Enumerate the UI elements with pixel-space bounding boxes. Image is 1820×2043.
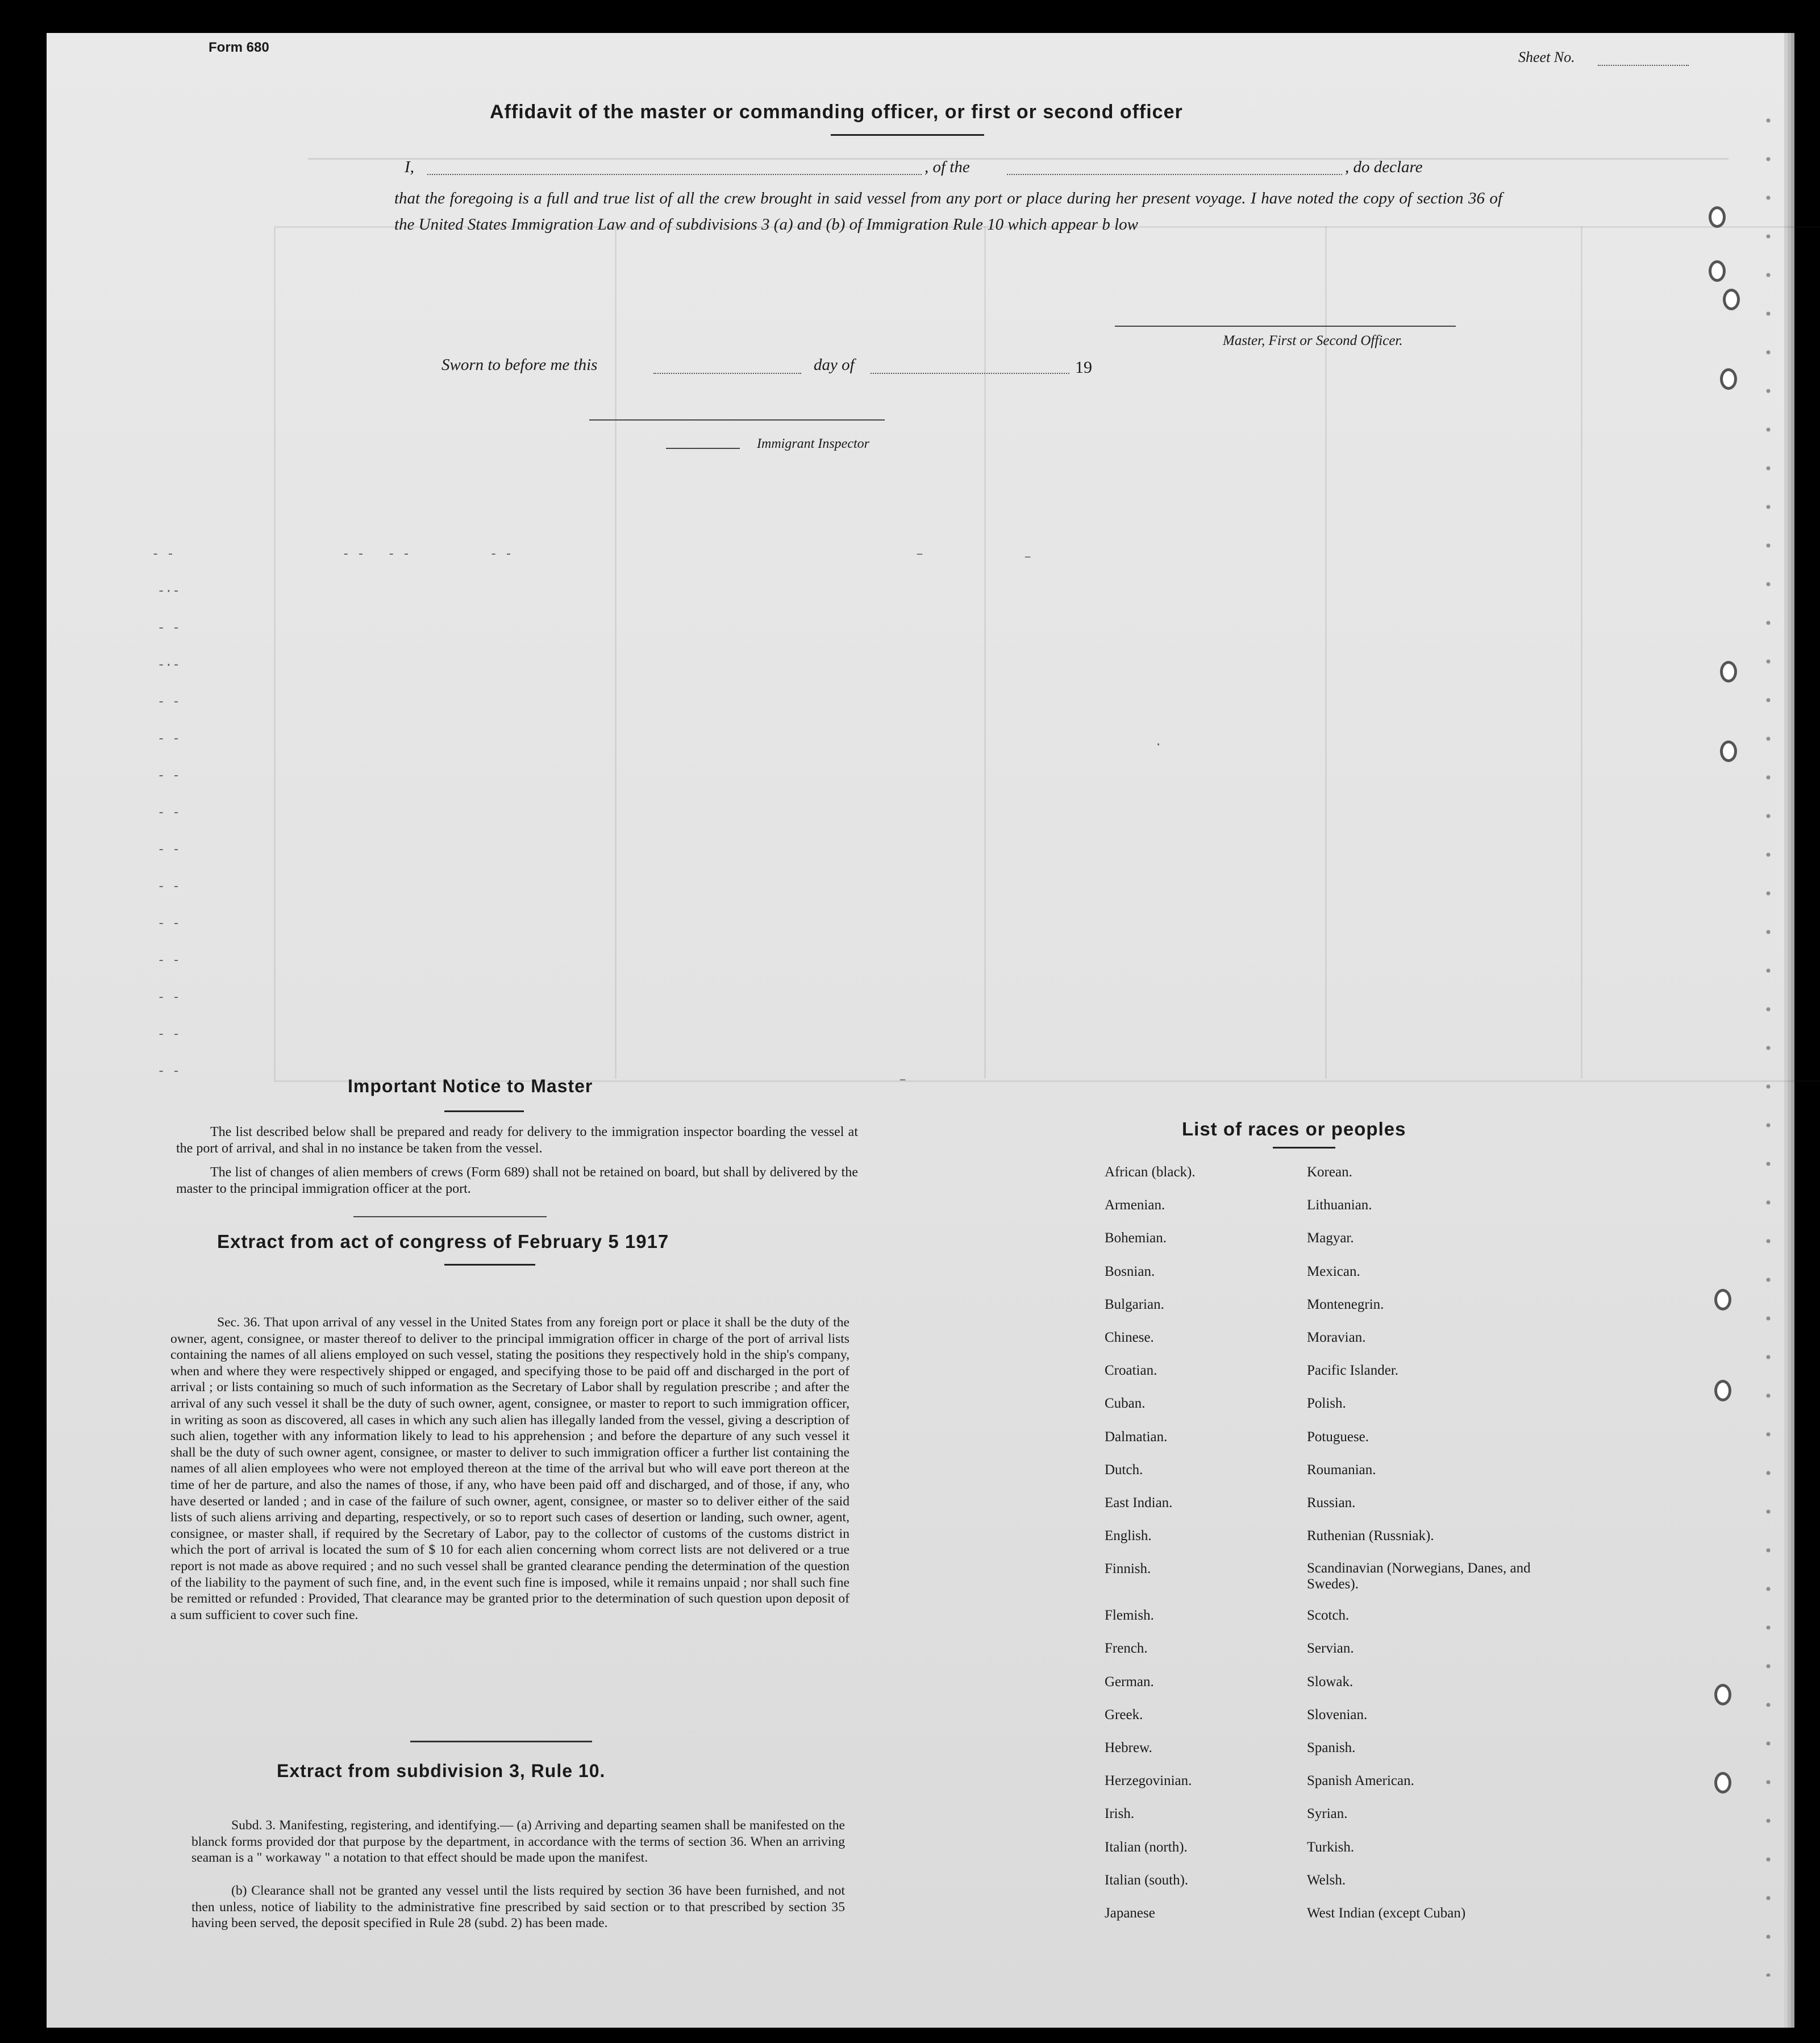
- race-item: Dutch.: [1105, 1462, 1143, 1478]
- race-item: Chinese.: [1105, 1329, 1154, 1345]
- race-item: Polish.: [1307, 1396, 1346, 1412]
- race-item: Finnish.: [1105, 1561, 1151, 1577]
- race-item: Herzegovinian.: [1105, 1773, 1192, 1789]
- race-item: Armenian.: [1105, 1197, 1165, 1213]
- master-name-field[interactable]: [427, 174, 922, 175]
- race-item: Slowak.: [1307, 1674, 1353, 1690]
- race-item: Bohemian.: [1105, 1230, 1167, 1246]
- master-signature-field[interactable]: [1115, 326, 1456, 327]
- races-list-right: [1307, 1164, 1546, 1938]
- binder-hole-icon: [1723, 289, 1740, 310]
- race-item: German.: [1105, 1674, 1154, 1690]
- race-item: Greek.: [1105, 1707, 1143, 1722]
- sheet-number-label: Sheet No.: [1518, 49, 1575, 65]
- sworn-day-field[interactable]: [653, 373, 801, 374]
- race-item: Lithuanian.: [1307, 1197, 1372, 1213]
- race-item: Roumanian.: [1307, 1462, 1376, 1478]
- binder-hole-icon: [1720, 368, 1737, 390]
- race-item: Scandinavian (Norwegians, Danes, and Swedes).: [1307, 1561, 1531, 1592]
- inspector-label: Immigrant Inspector: [757, 436, 869, 451]
- race-item: Hebrew.: [1105, 1740, 1152, 1755]
- do-declare-label: , do declare: [1345, 158, 1423, 176]
- notice-paragraph-2: The list of changes of alien members of crews (Form 689) shall not be retained on board, but shall by delivered by the master to the principal immigration officer at the port.: [176, 1165, 858, 1196]
- sheet-number-field[interactable]: [1598, 65, 1689, 66]
- race-item: Japanese: [1105, 1905, 1155, 1921]
- sworn-label: Sworn to before me this: [442, 356, 598, 374]
- race-item: English.: [1105, 1528, 1152, 1544]
- affidavit-body: that the foregoing is a full and true list of all the crew brought in said vessel from any port or place during her present voyage. I have noted the copy of section 36 of the United States Immigration Law and of subdivisions 3 (a) and (b) of Immigration Rule 10 which appear b low: [394, 189, 1502, 234]
- race-item: Spanish.: [1307, 1740, 1356, 1755]
- extract-act-title: Extract from act of congress of February 5 1917: [217, 1231, 669, 1252]
- extract-rule-title: Extract from subdivision 3, Rule 10.: [277, 1761, 606, 1781]
- race-item: Pacific Islander.: [1307, 1363, 1399, 1379]
- race-item: Slovenian.: [1307, 1707, 1368, 1722]
- race-item: Mexican.: [1307, 1263, 1360, 1279]
- race-item: Magyar.: [1307, 1230, 1354, 1246]
- notice-divider: [353, 1216, 547, 1217]
- master-signature-label: Master, First or Second Officer.: [1223, 333, 1403, 348]
- race-item: East Indian.: [1105, 1495, 1173, 1511]
- race-item: Dalmatian.: [1105, 1429, 1168, 1445]
- race-item: Welsh.: [1307, 1872, 1346, 1888]
- affidavit-title-rule: [831, 134, 984, 136]
- subdivision-3-paragraph-a: Subd. 3. Manifesting, registering, and identifying.— (a) Arriving and departing seamen shall be manifested on the blanck forms provided dor that purpose by the department, in accordance with the terms of section 36. When an arriving seaman is a " workaway " a notation to that effect should be made upon the manifest.: [191, 1818, 845, 1866]
- year-prefix: 19: [1075, 358, 1092, 377]
- binder-hole-icon: [1714, 1772, 1731, 1794]
- race-item: French.: [1105, 1641, 1148, 1657]
- notice-title-rule: [444, 1110, 524, 1112]
- binder-hole-icon: [1709, 206, 1726, 228]
- race-item: Servian.: [1307, 1641, 1354, 1657]
- race-item: Italian (north).: [1105, 1839, 1188, 1855]
- race-item: West Indian (except Cuban): [1307, 1905, 1466, 1921]
- document-sheet: Form 680 Sheet No. Affidavit of the master or commanding officer, or first or second officer I, , of the , do declare that the foregoing is a full and true list of all the crew brought in said vessel from any port or place during her present voyage. I have noted the copy of section 36 of the United States Immigration Law and of subdivisions 3 (a) and (b) of Immigration Rule 10 which appear b low Master, First or Second Officer. Sworn to before me this day of 19 Immigrant Inspector - - - - - - - - – – -·- - - -·- - - - - - - - - - - - - - - - - - - - - - - – · Important Notice to Master The list described below shall be prepared and ready for delivery to the immigration inspector boarding the vessel at the port of arrival, and shal in no instance be taken from the vessel. The list of changes of alien members of crews (Form 689) shall not be retained on board, but shall by delivered by the master to the principal immigration officer at the port. Extract from act of congress of February 5 1917 Sec. 36. That upon arrival of any vessel in the United States from any foreign port or place it shall be the duty of the owner, agent, consignee, or master thereof to deliver to the principal immigration officer in charge of the port of arrival lists containing the names of all aliens employed on such vessel, stating the positions they respectively hold in the ship's company, when and where they were respectively shipped or engaged, and specifying those to be paid off and discharged in the port of arrival ; or lists containing so much of such information as the Secretary of Labor shall by regulation prescribe ; and after the arrival of any such vessel it shall be the duty of such owner, agent, consignee, or master to report to such immigration officer, in writing as soon as discovered, all cases in which any such alien has illegally landed from the vessel, giving a description of such alien, together with any information likely to lead to his apprehension ; and before the departure of any such vessel it shall be the duty of such owner agent, consignee, or master to deliver to such immigration officer a further list containing the names of all alien employees who were not employed thereon at the time of the arrival but who will eave port thereon at the time of her de parture, and also the names of those, if any, who have been paid off and discharged, and of those, if any, who have deserted or landed ; and in case of the failure of such owner, agent, consignee, or master so to deliver either of the said lists of such aliens arriving and departing, respectively, or so to report such cases of desertion or landing, such owner, agent, consignee, or master shall, if required by the Secretary of Labor, pay to the collector of customs of the customs district in which the port of arrival is located the sum of $ 10 for each alien concerning whom correct lists are not delivered or a true report is not made as above required ; and no such vessel shall be granted clearance pending the determination of the question of the liability to the payment of such fine, and, in the event such fine is imposed, while it remains unpaid ; nor shall such fine be remitted or refunded : Provided, That clearance may be granted prior to the determination of such question upon deposit of a sum sufficient to cover such fine. Extract from subdivision 3, Rule 10. Subd. 3. Manifesting, registering, and identifying.— (a) Arriving and departing seamen shall be manifested on the blanck forms provided dor that purpose by the department, in accordance with the terms of section 36. When an arriving seaman is a " workaway " a notation to that effect should be made upon the manifest. (b) Clearance shall not be granted any vessel until the lists required by section 36 have been furnished, and not then unless, notice of liability to the administrative fine prescribed by said section or to that prescribed by section 35 having been served, the deposit specified in Rule 28 (subd. 2) has been made. List of races or peoples African (black). Armenian. Bohemian. Bosnian. Bulgarian. Chinese. Croatian. Cuban. Dalmatian. Dutch. East Indian. English. Finnish. Flemish. French. German. Greek. Hebrew. Herzegovinian. Irish. Italian (north). Italian (south). Japanese Korean. Lithuanian. Magyar. Mexican. Montenegrin. Moravian. Pacific Islander. Polish. Potuguese. Roumanian. Russian. Ruthenian (Russniak). Scandinavian (Norwegians, Danes, and Swedes). Scotch. Servian. Slowak. Slovenian. Spanish. Spanish American. Syrian. Turkish. Welsh. West Indian (except Cuban): [47, 33, 1784, 2028]
- race-item: African (black).: [1105, 1164, 1196, 1180]
- sworn-month-field[interactable]: [871, 373, 1069, 374]
- race-item: Syrian.: [1307, 1806, 1348, 1822]
- bleed-through-texture: [274, 124, 1751, 1090]
- race-item: Moravian.: [1307, 1329, 1366, 1345]
- form-number: Form 680: [209, 40, 269, 55]
- section-36-text: Sec. 36. That upon arrival of any vessel in the United States from any foreign port or place it shall be the duty of the owner, agent, consignee, or master thereof to deliver to the principal immigration officer in charge of the port of arrival lists containing the names of all aliens employed on such vessel, stating the positions they respectively hold in the ship's company, when and where they were respectively shipped or engaged, and specifying those to be paid off and discharged in the port of arrival ; or lists containing so much of such information as the Secretary of Labor shall by regulation prescribe ; and after the arrival of any such vessel it shall be the duty of such owner, agent, consignee, or master to report to such immigration officer, in writing as soon as discovered, all cases in which any such alien has illegally landed from the vessel, giving a description of such alien, together with any information likely to lead to his apprehension ; and before the departure of any such vessel it shall be the duty of such owner agent, consignee, or master to deliver to such immigration officer a further list containing the names of all alien employees who were not employed thereon at the time of the arrival but who will eave port thereon at the time of her de parture, and also the names of those, if any, who have been paid off and discharged, and of those, if any, who have deserted or landed ; and in case of the failure of such owner, agent, consignee, or master so to deliver either of the said lists of such aliens arriving and departing, respectively, or so to report such cases of desertion or landing, such owner, agent, consignee, or master shall, if required by the Secretary of Labor, pay to the collector of customs of the customs district in which the port of arrival is located the sum of $ 10 for each alien concerning whom correct lists are not delivered or a true report is not made as above required ; and no such vessel shall be granted clearance pending the determination of the question of the liability to the payment of such fine, and, in the event such fine is imposed, while it remains unpaid ; nor shall such fine be remitted or refunded : Provided, That clearance may be granted prior to the determination of such question upon deposit of a sum sufficient to cover such fine.: [170, 1315, 849, 1622]
- binder-hole-icon: [1709, 260, 1726, 282]
- race-item: Bulgarian.: [1105, 1296, 1164, 1312]
- binder-hole-icon: [1714, 1684, 1731, 1705]
- races-title: List of races or peoples: [1182, 1118, 1406, 1139]
- notice-title: Important Notice to Master: [348, 1076, 593, 1096]
- binder-hole-icon: [1714, 1289, 1731, 1310]
- races-list-left: [1105, 1164, 1286, 1938]
- race-item: Korean.: [1307, 1164, 1352, 1180]
- day-of-label: day of: [814, 356, 855, 374]
- affidavit-title: Affidavit of the master or commanding officer, or first or second officer: [490, 101, 1183, 123]
- inspector-rule: [666, 448, 740, 449]
- race-item: Spanish American.: [1307, 1773, 1414, 1789]
- perforation-dots: [1760, 101, 1777, 1977]
- binder-hole-icon: [1714, 1380, 1731, 1401]
- race-item: Scotch.: [1307, 1608, 1350, 1624]
- vessel-name-field[interactable]: [1007, 174, 1342, 175]
- affidavit-line-1: [405, 158, 414, 177]
- binder-hole-icon: [1720, 740, 1737, 762]
- binder-hole-icon: [1720, 661, 1737, 683]
- race-item: Ruthenian (Russniak).: [1307, 1528, 1434, 1544]
- extract-divider: [410, 1741, 592, 1742]
- extract-act-rule: [444, 1264, 535, 1266]
- race-item: Croatian.: [1105, 1363, 1157, 1379]
- affidavit-i-label: I,: [405, 158, 414, 176]
- race-item: Bosnian.: [1105, 1263, 1155, 1279]
- race-item: Montenegrin.: [1307, 1296, 1384, 1312]
- subdivision-3-paragraph-b: (b) Clearance shall not be granted any vessel until the lists required by section 36 have been furnished, and not then unless, notice of liability to the administrative fine prescribed by said section or to that prescribed by section 35 having been served, the deposit specified in Rule 28 (subd. 2) has been made.: [191, 1883, 845, 1931]
- races-title-rule: [1273, 1147, 1335, 1149]
- race-item: Turkish.: [1307, 1839, 1355, 1855]
- race-item: Cuban.: [1105, 1396, 1146, 1412]
- inspector-signature-field[interactable]: [589, 419, 885, 421]
- race-item: Flemish.: [1105, 1608, 1154, 1624]
- of-the-label: , of the: [924, 158, 970, 176]
- race-item: Italian (south).: [1105, 1872, 1189, 1888]
- notice-paragraph-1: The list described below shall be prepared and ready for delivery to the immigration inspector boarding the vessel at the port of arrival, and shal in no instance be taken from the vessel.: [176, 1125, 858, 1156]
- race-item: Irish.: [1105, 1806, 1135, 1822]
- race-item: Potuguese.: [1307, 1429, 1369, 1445]
- race-item: Russian.: [1307, 1495, 1356, 1511]
